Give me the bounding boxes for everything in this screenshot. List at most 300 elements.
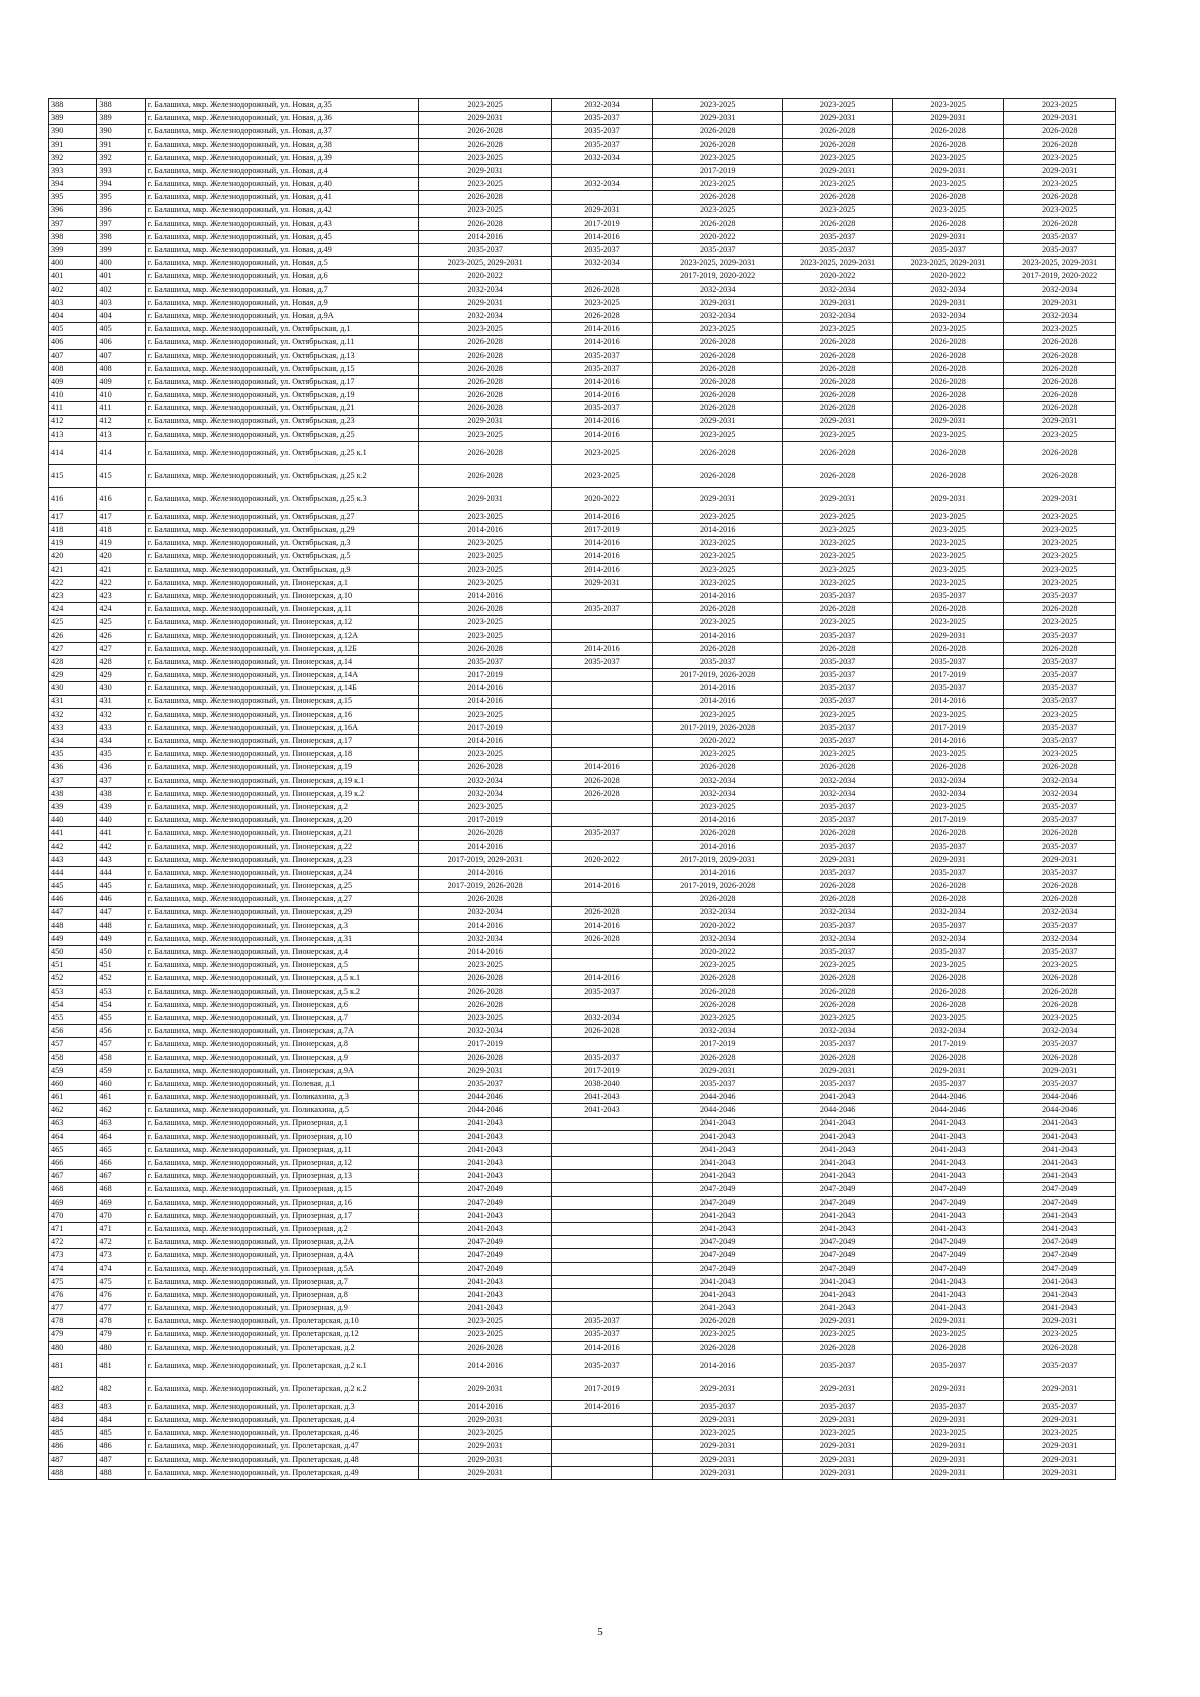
period-cell: 2032-2034 bbox=[783, 932, 892, 945]
period-cell: 2023-2025 bbox=[419, 537, 552, 550]
period-cell: 2023-2025 bbox=[419, 616, 552, 629]
address-cell: г. Балашиха, мкр. Железнодорожный, ул. Октябрьская, д.11 bbox=[145, 336, 419, 349]
row-id-cell: 464 bbox=[97, 1130, 145, 1143]
row-id-cell: 412 bbox=[97, 415, 145, 428]
row-number-cell: 444 bbox=[49, 866, 97, 879]
period-cell: 2029-2031 bbox=[551, 204, 652, 217]
period-cell: 2041-2043 bbox=[652, 1209, 782, 1222]
row-number-cell: 468 bbox=[49, 1183, 97, 1196]
row-id-cell: 460 bbox=[97, 1077, 145, 1090]
address-cell: г. Балашиха, мкр. Железнодорожный, ул. Новая, д.37 bbox=[145, 125, 419, 138]
table-row bbox=[49, 164, 1116, 177]
period-cell: 2047-2049 bbox=[783, 1196, 892, 1209]
period-cell: 2047-2049 bbox=[783, 1236, 892, 1249]
table-row bbox=[49, 464, 1116, 487]
address-cell: г. Балашиха, мкр. Железнодорожный, ул. Пионерская, д.16 bbox=[145, 708, 419, 721]
row-number-cell: 416 bbox=[49, 487, 97, 510]
period-cell: 2026-2028 bbox=[652, 349, 782, 362]
period-cell: 2014-2016 bbox=[551, 375, 652, 388]
address-cell: г. Балашиха, мкр. Железнодорожный, ул. Пионерская, д.5 к.1 bbox=[145, 972, 419, 985]
period-cell: 2014-2016 bbox=[551, 642, 652, 655]
period-cell bbox=[551, 1209, 652, 1222]
row-number-cell: 465 bbox=[49, 1143, 97, 1156]
period-cell: 2032-2034 bbox=[419, 283, 552, 296]
period-cell: 2029-2031 bbox=[892, 296, 1004, 309]
period-cell: 2020-2022 bbox=[551, 853, 652, 866]
period-cell: 2014-2016 bbox=[551, 1341, 652, 1354]
period-cell: 2017-2019, 2026-2028 bbox=[652, 669, 782, 682]
address-cell: г. Балашиха, мкр. Железнодорожный, ул. Пионерская, д.24 bbox=[145, 866, 419, 879]
period-cell: 2029-2031 bbox=[419, 1466, 552, 1479]
period-cell: 2029-2031 bbox=[892, 1315, 1004, 1328]
period-cell: 2029-2031 bbox=[1004, 1315, 1116, 1328]
address-cell: г. Балашиха, мкр. Железнодорожный, ул. Новая, д.9А bbox=[145, 310, 419, 323]
period-cell: 2029-2031 bbox=[783, 1440, 892, 1453]
period-cell: 2026-2028 bbox=[1004, 217, 1116, 230]
row-number-cell: 424 bbox=[49, 603, 97, 616]
period-cell: 2029-2031 bbox=[652, 1414, 782, 1427]
period-cell: 2035-2037 bbox=[551, 1328, 652, 1341]
period-cell: 2035-2037 bbox=[551, 985, 652, 998]
row-number-cell: 454 bbox=[49, 998, 97, 1011]
period-cell: 2032-2034 bbox=[1004, 932, 1116, 945]
period-cell: 2026-2028 bbox=[783, 191, 892, 204]
period-cell: 2035-2037 bbox=[783, 919, 892, 932]
table-row bbox=[49, 576, 1116, 589]
period-cell: 2014-2016 bbox=[892, 735, 1004, 748]
period-cell: 2035-2037 bbox=[783, 735, 892, 748]
period-cell: 2029-2031 bbox=[1004, 1466, 1116, 1479]
period-cell: 2047-2049 bbox=[892, 1262, 1004, 1275]
period-cell: 2029-2031 bbox=[783, 1315, 892, 1328]
period-cell: 2029-2031 bbox=[783, 164, 892, 177]
row-id-cell: 483 bbox=[97, 1400, 145, 1413]
address-cell: г. Балашиха, мкр. Железнодорожный, ул. Пролетарская, д.2 к.1 bbox=[145, 1354, 419, 1377]
period-cell: 2029-2031 bbox=[419, 487, 552, 510]
row-number-cell: 462 bbox=[49, 1104, 97, 1117]
address-cell: г. Балашиха, мкр. Железнодорожный, ул. Новая, д.40 bbox=[145, 178, 419, 191]
address-cell: г. Балашиха, мкр. Железнодорожный, ул. Октябрьская, д.25 к.3 bbox=[145, 487, 419, 510]
period-cell: 2023-2025 bbox=[892, 616, 1004, 629]
period-cell: 2023-2025 bbox=[892, 204, 1004, 217]
period-cell: 2026-2028 bbox=[783, 827, 892, 840]
row-number-cell: 453 bbox=[49, 985, 97, 998]
period-cell: 2029-2031 bbox=[652, 415, 782, 428]
period-cell: 2023-2025 bbox=[783, 428, 892, 441]
address-cell: г. Балашиха, мкр. Железнодорожный, ул. Новая, д.49 bbox=[145, 244, 419, 257]
table-row bbox=[49, 1262, 1116, 1275]
period-cell: 2029-2031 bbox=[652, 1466, 782, 1479]
period-cell: 2026-2028 bbox=[783, 125, 892, 138]
row-number-cell: 478 bbox=[49, 1315, 97, 1328]
period-cell: 2041-2043 bbox=[419, 1302, 552, 1315]
period-cell: 2029-2031 bbox=[419, 164, 552, 177]
period-cell: 2047-2049 bbox=[783, 1183, 892, 1196]
row-number-cell: 458 bbox=[49, 1051, 97, 1064]
period-cell: 2041-2043 bbox=[419, 1117, 552, 1130]
period-cell: 2041-2043 bbox=[419, 1157, 552, 1170]
period-cell: 2023-2025 bbox=[652, 1012, 782, 1025]
period-cell: 2041-2043 bbox=[551, 1091, 652, 1104]
period-cell: 2014-2016 bbox=[419, 590, 552, 603]
period-cell: 2026-2028 bbox=[419, 402, 552, 415]
period-cell: 2023-2025 bbox=[419, 629, 552, 642]
period-cell: 2014-2016 bbox=[652, 629, 782, 642]
row-id-cell: 396 bbox=[97, 204, 145, 217]
period-cell: 2023-2025 bbox=[1004, 178, 1116, 191]
row-number-cell: 415 bbox=[49, 464, 97, 487]
row-id-cell: 430 bbox=[97, 682, 145, 695]
period-cell: 2023-2025 bbox=[419, 748, 552, 761]
row-number-cell: 399 bbox=[49, 244, 97, 257]
period-cell: 2035-2037 bbox=[783, 230, 892, 243]
period-cell: 2026-2028 bbox=[892, 603, 1004, 616]
period-cell: 2029-2031 bbox=[892, 112, 1004, 125]
period-cell: 2035-2037 bbox=[1004, 1354, 1116, 1377]
row-id-cell: 438 bbox=[97, 787, 145, 800]
period-cell: 2026-2028 bbox=[652, 362, 782, 375]
period-cell: 2023-2025, 2029-2031 bbox=[783, 257, 892, 270]
period-cell: 2029-2031 bbox=[419, 112, 552, 125]
period-cell: 2041-2043 bbox=[892, 1130, 1004, 1143]
row-id-cell: 399 bbox=[97, 244, 145, 257]
period-cell: 2029-2031 bbox=[892, 629, 1004, 642]
period-cell: 2014-2016 bbox=[419, 866, 552, 879]
period-cell: 2029-2031 bbox=[892, 164, 1004, 177]
period-cell bbox=[551, 1223, 652, 1236]
period-cell: 2014-2016 bbox=[652, 695, 782, 708]
period-cell: 2047-2049 bbox=[1004, 1196, 1116, 1209]
period-cell: 2026-2028 bbox=[783, 603, 892, 616]
period-cell: 2026-2028 bbox=[892, 880, 1004, 893]
row-number-cell: 429 bbox=[49, 669, 97, 682]
period-cell: 2023-2025 bbox=[1004, 151, 1116, 164]
period-cell: 2032-2034 bbox=[783, 787, 892, 800]
period-cell: 2029-2031 bbox=[1004, 1440, 1116, 1453]
period-cell: 2026-2028 bbox=[783, 642, 892, 655]
row-id-cell: 453 bbox=[97, 985, 145, 998]
period-cell: 2023-2025 bbox=[783, 748, 892, 761]
row-number-cell: 403 bbox=[49, 296, 97, 309]
period-cell: 2029-2031 bbox=[652, 1440, 782, 1453]
period-cell: 2041-2043 bbox=[1004, 1288, 1116, 1301]
address-cell: г. Балашиха, мкр. Железнодорожный, ул. Пионерская, д.25 bbox=[145, 880, 419, 893]
period-cell: 2035-2037 bbox=[551, 349, 652, 362]
table-row bbox=[49, 1400, 1116, 1413]
period-cell: 2023-2025 bbox=[783, 1328, 892, 1341]
row-id-cell: 440 bbox=[97, 814, 145, 827]
address-cell: г. Балашиха, мкр. Железнодорожный, ул. Пионерская, д.5 bbox=[145, 959, 419, 972]
period-cell: 2041-2043 bbox=[783, 1157, 892, 1170]
period-cell bbox=[551, 682, 652, 695]
period-cell: 2032-2034 bbox=[1004, 283, 1116, 296]
period-cell: 2014-2016 bbox=[551, 323, 652, 336]
row-id-cell: 409 bbox=[97, 375, 145, 388]
table-row bbox=[49, 428, 1116, 441]
period-cell: 2023-2025 bbox=[1004, 510, 1116, 523]
address-cell: г. Балашиха, мкр. Железнодорожный, ул. Пролетарская, д.2 к.2 bbox=[145, 1377, 419, 1400]
period-cell bbox=[551, 1262, 652, 1275]
period-cell: 2014-2016 bbox=[551, 537, 652, 550]
period-cell: 2023-2025 bbox=[1004, 959, 1116, 972]
period-cell: 2035-2037 bbox=[551, 655, 652, 668]
row-id-cell: 481 bbox=[97, 1354, 145, 1377]
row-number-cell: 389 bbox=[49, 112, 97, 125]
row-number-cell: 461 bbox=[49, 1091, 97, 1104]
address-cell: г. Балашиха, мкр. Железнодорожный, ул. Приозерная, д.12 bbox=[145, 1157, 419, 1170]
address-cell: г. Балашиха, мкр. Железнодорожный, ул. Новая, д.35 bbox=[145, 99, 419, 112]
table-row bbox=[49, 230, 1116, 243]
period-cell: 2032-2034 bbox=[1004, 774, 1116, 787]
table-row bbox=[49, 296, 1116, 309]
address-cell: г. Балашиха, мкр. Железнодорожный, ул. Октябрьская, д.19 bbox=[145, 389, 419, 402]
period-cell bbox=[551, 1427, 652, 1440]
address-cell: г. Балашиха, мкр. Железнодорожный, ул. Пролетарская, д.48 bbox=[145, 1453, 419, 1466]
row-number-cell: 410 bbox=[49, 389, 97, 402]
period-cell: 2023-2025 bbox=[892, 1427, 1004, 1440]
table-row bbox=[49, 590, 1116, 603]
period-cell: 2041-2043 bbox=[892, 1209, 1004, 1222]
period-cell bbox=[551, 1157, 652, 1170]
period-cell: 2032-2034 bbox=[1004, 1025, 1116, 1038]
period-cell: 2035-2037 bbox=[551, 1315, 652, 1328]
row-number-cell: 432 bbox=[49, 708, 97, 721]
period-cell: 2035-2037 bbox=[783, 590, 892, 603]
address-cell: г. Балашиха, мкр. Железнодорожный, ул. Пионерская, д.9 bbox=[145, 1051, 419, 1064]
period-cell: 2032-2034 bbox=[652, 283, 782, 296]
period-cell: 2026-2028 bbox=[1004, 985, 1116, 998]
row-number-cell: 395 bbox=[49, 191, 97, 204]
period-cell: 2035-2037 bbox=[1004, 1400, 1116, 1413]
table-body bbox=[49, 99, 1116, 1480]
address-cell: г. Балашиха, мкр. Железнодорожный, ул. Пионерская, д.15 bbox=[145, 695, 419, 708]
period-cell: 2023-2025 bbox=[1004, 708, 1116, 721]
period-cell: 2014-2016 bbox=[419, 919, 552, 932]
period-cell: 2014-2016 bbox=[551, 428, 652, 441]
row-number-cell: 405 bbox=[49, 323, 97, 336]
period-cell: 2026-2028 bbox=[1004, 998, 1116, 1011]
table-row bbox=[49, 550, 1116, 563]
row-id-cell: 472 bbox=[97, 1236, 145, 1249]
address-cell: г. Балашиха, мкр. Железнодорожный, ул. Пионерская, д.14Б bbox=[145, 682, 419, 695]
period-cell: 2017-2019, 2026-2028 bbox=[652, 721, 782, 734]
row-number-cell: 391 bbox=[49, 138, 97, 151]
period-cell bbox=[551, 1117, 652, 1130]
period-cell: 2035-2037 bbox=[1004, 866, 1116, 879]
period-cell: 2026-2028 bbox=[892, 1051, 1004, 1064]
period-cell bbox=[551, 840, 652, 853]
period-cell: 2035-2037 bbox=[892, 590, 1004, 603]
period-cell: 2032-2034 bbox=[892, 283, 1004, 296]
period-cell: 2035-2037 bbox=[551, 603, 652, 616]
period-cell: 2029-2031 bbox=[892, 1440, 1004, 1453]
period-cell: 2044-2046 bbox=[419, 1104, 552, 1117]
period-cell: 2041-2043 bbox=[419, 1170, 552, 1183]
table-row bbox=[49, 402, 1116, 415]
period-cell: 2026-2028 bbox=[892, 191, 1004, 204]
row-id-cell: 463 bbox=[97, 1117, 145, 1130]
address-cell: г. Балашиха, мкр. Железнодорожный, ул. Пионерская, д.11 bbox=[145, 603, 419, 616]
period-cell: 2035-2037 bbox=[652, 1400, 782, 1413]
period-cell: 2029-2031 bbox=[1004, 112, 1116, 125]
row-id-cell: 470 bbox=[97, 1209, 145, 1222]
row-id-cell: 428 bbox=[97, 655, 145, 668]
address-cell: г. Балашиха, мкр. Железнодорожный, ул. Приозерная, д.13 bbox=[145, 1170, 419, 1183]
period-cell: 2026-2028 bbox=[783, 464, 892, 487]
period-cell: 2023-2025 bbox=[419, 801, 552, 814]
table-row bbox=[49, 748, 1116, 761]
row-id-cell: 473 bbox=[97, 1249, 145, 1262]
period-cell: 2023-2025 bbox=[652, 550, 782, 563]
address-cell: г. Балашиха, мкр. Железнодорожный, ул. Пионерская, д.8 bbox=[145, 1038, 419, 1051]
period-cell: 2023-2025 bbox=[419, 1427, 552, 1440]
period-cell: 2044-2046 bbox=[892, 1091, 1004, 1104]
row-id-cell: 432 bbox=[97, 708, 145, 721]
table-row bbox=[49, 1302, 1116, 1315]
period-cell: 2023-2025 bbox=[783, 563, 892, 576]
row-id-cell: 474 bbox=[97, 1262, 145, 1275]
table-row bbox=[49, 257, 1116, 270]
period-cell bbox=[551, 893, 652, 906]
period-cell: 2023-2025 bbox=[1004, 1328, 1116, 1341]
period-cell: 2023-2025 bbox=[783, 1427, 892, 1440]
period-cell bbox=[551, 998, 652, 1011]
period-cell: 2023-2025 bbox=[892, 510, 1004, 523]
period-cell: 2047-2049 bbox=[652, 1183, 782, 1196]
period-cell bbox=[551, 1466, 652, 1479]
period-cell: 2041-2043 bbox=[892, 1117, 1004, 1130]
period-cell: 2026-2028 bbox=[892, 985, 1004, 998]
period-cell: 2041-2043 bbox=[419, 1209, 552, 1222]
period-cell: 2014-2016 bbox=[652, 590, 782, 603]
row-number-cell: 392 bbox=[49, 151, 97, 164]
period-cell: 2026-2028 bbox=[783, 761, 892, 774]
address-cell: г. Балашиха, мкр. Железнодорожный, ул. Новая, д.41 bbox=[145, 191, 419, 204]
period-cell: 2026-2028 bbox=[892, 349, 1004, 362]
period-cell: 2035-2037 bbox=[551, 1354, 652, 1377]
row-number-cell: 404 bbox=[49, 310, 97, 323]
row-number-cell: 470 bbox=[49, 1209, 97, 1222]
period-cell: 2032-2034 bbox=[419, 787, 552, 800]
row-number-cell: 418 bbox=[49, 524, 97, 537]
period-cell: 2023-2025 bbox=[783, 323, 892, 336]
period-cell: 2017-2019 bbox=[419, 669, 552, 682]
period-cell: 2023-2025 bbox=[892, 959, 1004, 972]
period-cell: 2047-2049 bbox=[892, 1236, 1004, 1249]
period-cell bbox=[551, 748, 652, 761]
period-cell: 2035-2037 bbox=[1004, 590, 1116, 603]
period-cell: 2047-2049 bbox=[652, 1262, 782, 1275]
row-id-cell: 426 bbox=[97, 629, 145, 642]
period-cell: 2044-2046 bbox=[892, 1104, 1004, 1117]
period-cell: 2035-2037 bbox=[1004, 840, 1116, 853]
period-cell: 2026-2028 bbox=[892, 138, 1004, 151]
period-cell: 2026-2028 bbox=[652, 642, 782, 655]
address-cell: г. Балашиха, мкр. Железнодорожный, ул. Октябрьская, д.9 bbox=[145, 563, 419, 576]
period-cell: 2026-2028 bbox=[1004, 893, 1116, 906]
period-cell: 2035-2037 bbox=[551, 1051, 652, 1064]
period-cell: 2020-2022 bbox=[652, 946, 782, 959]
period-cell: 2047-2049 bbox=[892, 1183, 1004, 1196]
period-cell: 2026-2028 bbox=[1004, 1341, 1116, 1354]
period-cell: 2023-2025 bbox=[652, 323, 782, 336]
period-cell: 2017-2019 bbox=[551, 1064, 652, 1077]
row-id-cell: 403 bbox=[97, 296, 145, 309]
row-id-cell: 484 bbox=[97, 1414, 145, 1427]
period-cell: 2014-2016 bbox=[551, 415, 652, 428]
row-number-cell: 471 bbox=[49, 1223, 97, 1236]
period-cell: 2026-2028 bbox=[783, 362, 892, 375]
period-cell: 2035-2037 bbox=[783, 1038, 892, 1051]
period-cell: 2035-2037 bbox=[1004, 695, 1116, 708]
period-cell: 2014-2016 bbox=[551, 336, 652, 349]
period-cell: 2023-2025 bbox=[652, 801, 782, 814]
row-number-cell: 433 bbox=[49, 721, 97, 734]
row-id-cell: 419 bbox=[97, 537, 145, 550]
period-cell: 2026-2028 bbox=[1004, 402, 1116, 415]
address-cell: г. Балашиха, мкр. Железнодорожный, ул. Пионерская, д.29 bbox=[145, 906, 419, 919]
table-row bbox=[49, 1038, 1116, 1051]
period-cell: 2029-2031 bbox=[1004, 1414, 1116, 1427]
address-cell: г. Балашиха, мкр. Железнодорожный, ул. Пионерская, д.1 bbox=[145, 576, 419, 589]
period-cell: 2041-2043 bbox=[1004, 1302, 1116, 1315]
period-cell: 2044-2046 bbox=[419, 1091, 552, 1104]
address-cell: г. Балашиха, мкр. Железнодорожный, ул. Поликахина, д.3 bbox=[145, 1091, 419, 1104]
period-cell: 2032-2034 bbox=[652, 1025, 782, 1038]
period-cell: 2014-2016 bbox=[551, 919, 652, 932]
row-number-cell: 402 bbox=[49, 283, 97, 296]
row-number-cell: 393 bbox=[49, 164, 97, 177]
period-cell: 2029-2031 bbox=[419, 1377, 552, 1400]
period-cell: 2029-2031 bbox=[783, 1064, 892, 1077]
period-cell: 2035-2037 bbox=[419, 655, 552, 668]
table-row bbox=[49, 1170, 1116, 1183]
period-cell: 2026-2028 bbox=[419, 761, 552, 774]
table-row bbox=[49, 1236, 1116, 1249]
row-number-cell: 406 bbox=[49, 336, 97, 349]
period-cell: 2026-2028 bbox=[892, 336, 1004, 349]
period-cell: 2023-2025 bbox=[783, 1012, 892, 1025]
row-id-cell: 479 bbox=[97, 1328, 145, 1341]
period-cell: 2026-2028 bbox=[892, 998, 1004, 1011]
period-cell: 2047-2049 bbox=[892, 1249, 1004, 1262]
table-row bbox=[49, 1117, 1116, 1130]
row-number-cell: 413 bbox=[49, 428, 97, 441]
period-cell: 2023-2025 bbox=[419, 151, 552, 164]
table-row bbox=[49, 138, 1116, 151]
period-cell: 2029-2031 bbox=[652, 1377, 782, 1400]
period-cell: 2029-2031 bbox=[419, 1064, 552, 1077]
address-cell: г. Балашиха, мкр. Железнодорожный, ул. Пионерская, д.3 bbox=[145, 919, 419, 932]
period-cell: 2029-2031 bbox=[652, 112, 782, 125]
period-cell: 2014-2016 bbox=[419, 230, 552, 243]
row-id-cell: 397 bbox=[97, 217, 145, 230]
address-cell: г. Балашиха, мкр. Железнодорожный, ул. Пионерская, д.27 bbox=[145, 893, 419, 906]
address-cell: г. Балашиха, мкр. Железнодорожный, ул. Октябрьская, д.25 к.2 bbox=[145, 464, 419, 487]
row-id-cell: 393 bbox=[97, 164, 145, 177]
period-cell: 2041-2043 bbox=[783, 1117, 892, 1130]
period-cell: 2047-2049 bbox=[419, 1183, 552, 1196]
period-cell bbox=[551, 814, 652, 827]
table-row bbox=[49, 524, 1116, 537]
period-cell: 2026-2028 bbox=[419, 1051, 552, 1064]
row-number-cell: 484 bbox=[49, 1414, 97, 1427]
period-cell: 2029-2031 bbox=[419, 1453, 552, 1466]
row-number-cell: 443 bbox=[49, 853, 97, 866]
table-row bbox=[49, 629, 1116, 642]
period-cell: 2026-2028 bbox=[783, 880, 892, 893]
row-number-cell: 485 bbox=[49, 1427, 97, 1440]
